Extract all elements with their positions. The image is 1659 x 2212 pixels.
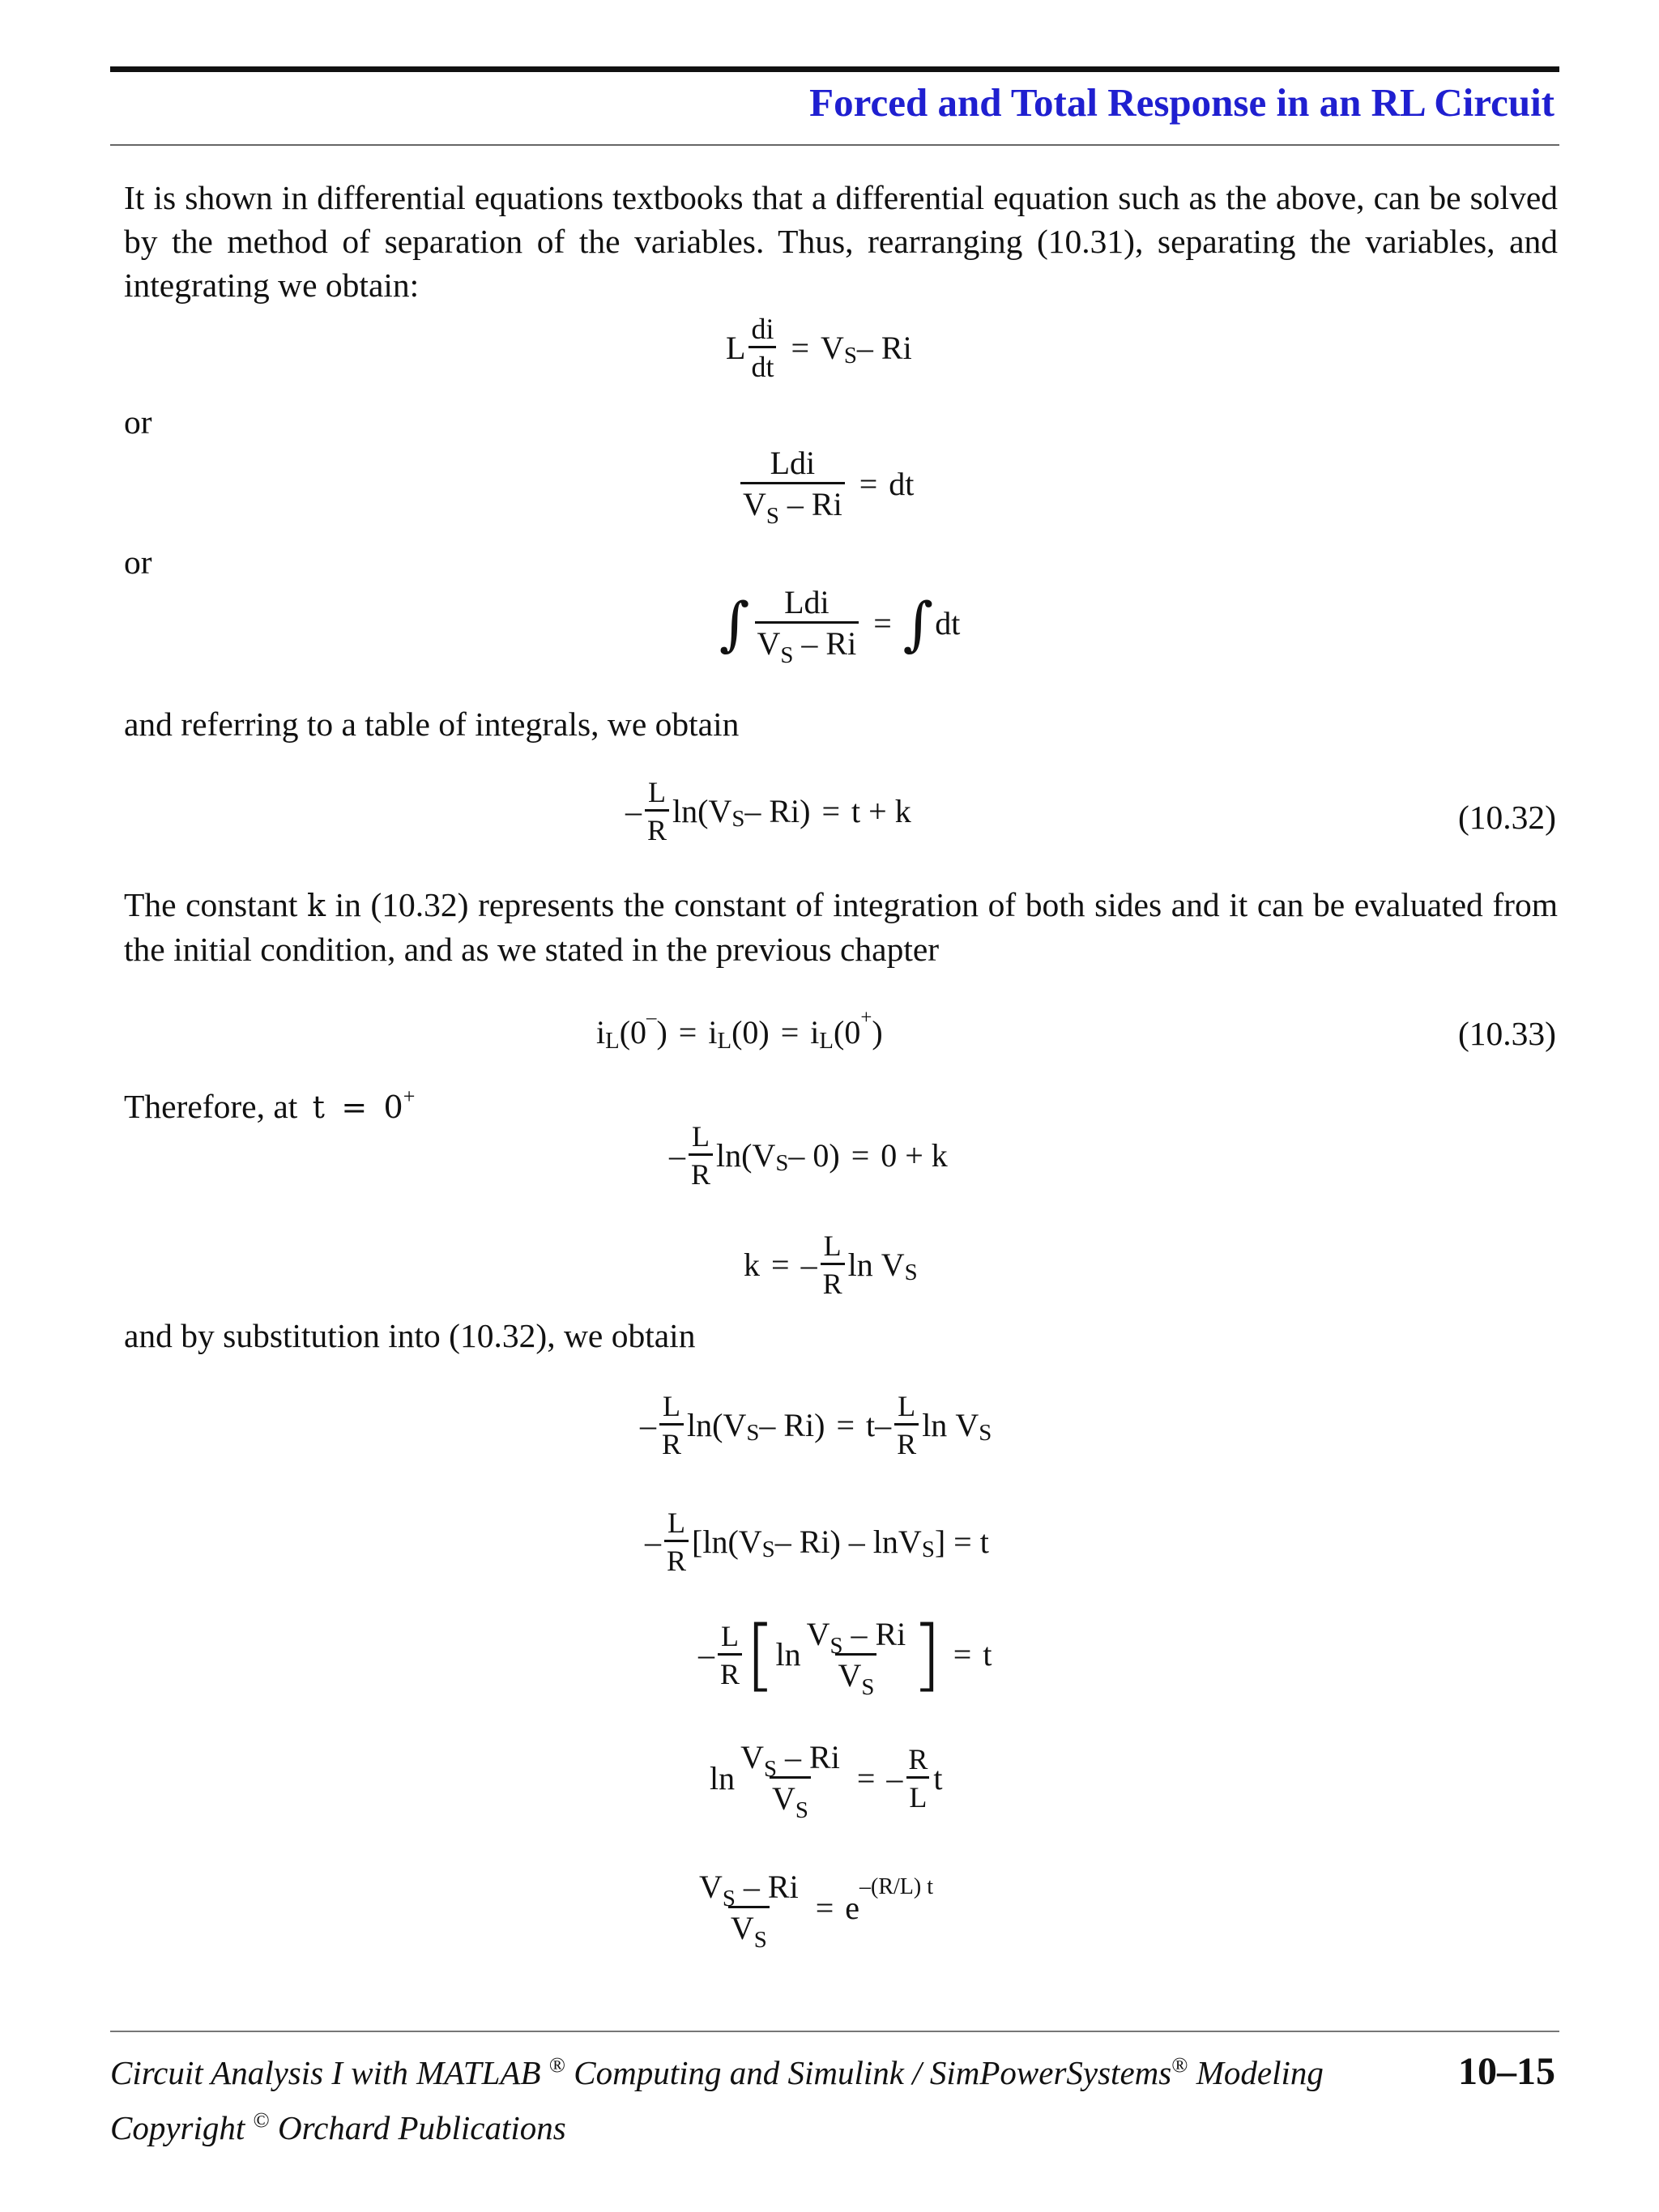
fraction-ldi-over-vs-ri: $\frac{\text{Ldi}}{V_S - Ri}$ <box>740 447 845 521</box>
footer-copyright: Copyright © Orchard Publications <box>110 2108 566 2146</box>
equation-initial-condition: – $\frac{L}{R}$ ln(V S – 0) = 0 + k <box>669 1120 948 1191</box>
left-bracket: [ <box>745 1609 776 1700</box>
text-or-1: or <box>124 403 152 441</box>
text-table-of-integrals: and referring to a table of integrals, we obtain <box>124 705 740 743</box>
right-bracket: ] <box>911 1609 942 1700</box>
equation-number-10-32: (10.32) <box>1457 799 1556 836</box>
equation-separated: $\frac{\text{Ldi}}{V_S - Ri}$ = dt <box>737 447 914 521</box>
footer-rule <box>110 2031 1559 2032</box>
equation-substituted: – $\frac{L}{R}$ ln(V S – Ri ) = t – $\frac{L}{R}$ ln V S <box>640 1390 992 1460</box>
equation-exponential: $\frac{V_S - Ri}{V_S}$ = e –(R/L) t <box>699 1869 934 1954</box>
text-substitution: and by substitution into (10.32), we obtain <box>124 1317 696 1354</box>
equation-ldi-dt: L $\frac{di}{dt}$ = V S – Ri <box>726 313 912 383</box>
header-bottom-rule <box>110 144 1559 146</box>
equation-number-10-33: (10.33) <box>1457 1015 1556 1052</box>
equation-10-32: – $\frac{L}{R}$ ln(V S – Ri ) = t + k <box>625 776 911 846</box>
equation-10-33: i L ( 0 – ) = i L ( 0 ) = i L ( 0 + ) <box>596 1007 883 1054</box>
text-therefore: Therefore, at t = 0+ <box>124 1084 416 1125</box>
page-header-title: Forced and Total Response in an RL Circuit <box>809 80 1555 125</box>
equation-bracketed: – $\frac{L}{R}$ [ ln(V S – Ri ) – lnV S ] = t <box>645 1507 989 1577</box>
intro-paragraph: It is shown in differential equations textbooks that a differential equation such as the above, can be solved by the method of separation of the variables. Thus, rearranging (10.31), separating the variables, and integrating we obtain: <box>124 179 1558 304</box>
equation-integral: ∫ $\frac{\text{Ldi}}{V_S - Ri}$ = ∫ dt <box>719 584 961 669</box>
integral-sign-2: ∫ <box>902 589 934 658</box>
footer-book-title: Circuit Analysis I with MATLAB ® Computing and Simulink / SimPowerSystems® Modeling <box>110 2052 1324 2091</box>
equation-log-ratio: – $\frac{L}{R}$ [ ln $\frac{V_S - Ri}{V_S}$ ] = t <box>698 1609 992 1700</box>
equation-ln-ratio: ln $\frac{V_S - Ri}{V_S}$ = – $\frac{R}{L}$ t <box>710 1739 943 1824</box>
integral-sign: ∫ <box>719 589 750 658</box>
equation-k-value: k = – $\frac{L}{R}$ ln V S <box>744 1230 918 1300</box>
constant-k-paragraph: The constant k in (10.32) represents the constant of integration of both sides and it can be evaluated from the initial condition, and as we stated in the previous chapter <box>124 886 1559 968</box>
text-or-2: or <box>124 543 152 581</box>
header-top-rule <box>110 66 1559 72</box>
fraction-di-dt: $\frac{di}{dt}$ <box>748 314 776 381</box>
page-number: 10–15 <box>1458 2050 1555 2093</box>
fraction-ldi-over-vs-ri-2: $\frac{\text{Ldi}}{V_S - Ri}$ <box>755 586 859 660</box>
